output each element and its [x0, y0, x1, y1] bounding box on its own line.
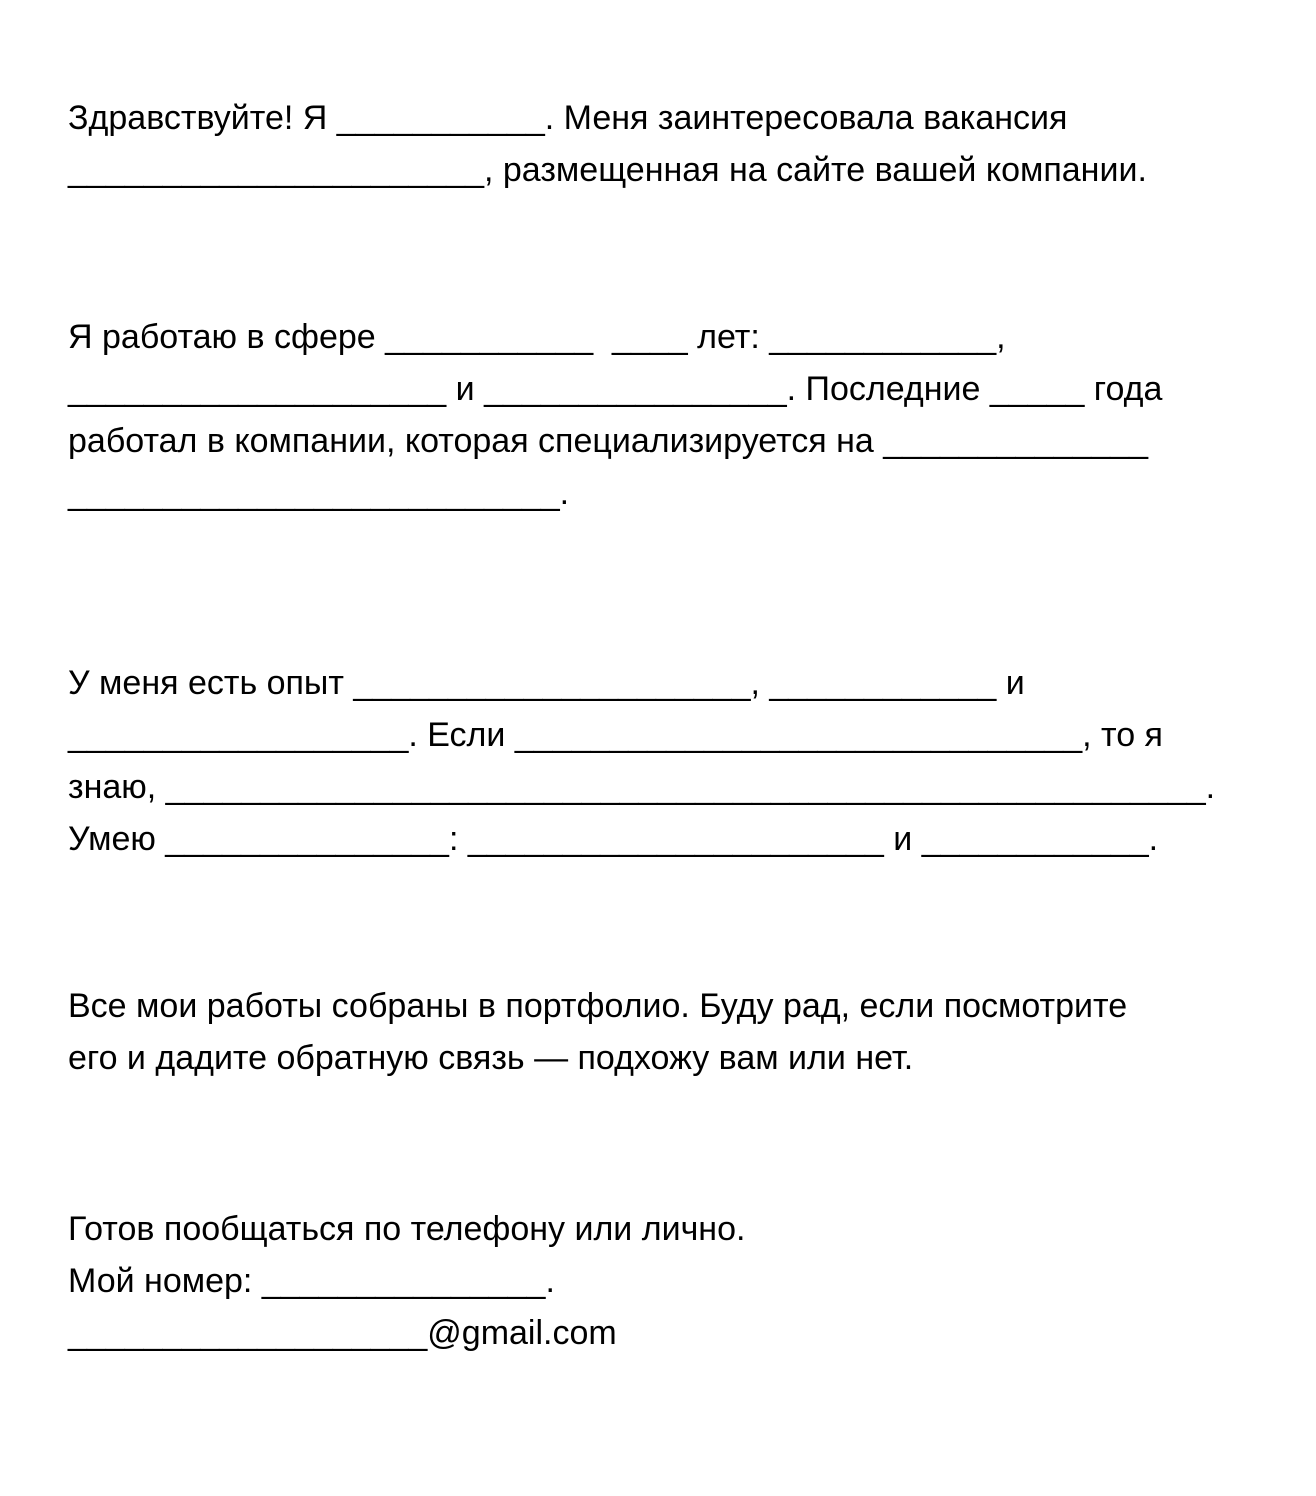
contacts-line-1: Готов пообщаться по телефону или лично. [68, 1210, 746, 1248]
contacts-email-line: ___________________@gmail.com [68, 1314, 617, 1352]
skills-line-2: __________________. Если ______________________________, то я [68, 716, 1163, 754]
skills-line-3: знаю, _______________________________________________________. [68, 768, 1216, 806]
contacts-phone-line: Мой номер: _______________. [68, 1262, 555, 1300]
skills-line-4: Умею _______________: ______________________ и ____________. [68, 820, 1159, 858]
greeting-line-1: Здравствуйте! Я ___________. Меня заинтересовала вакансия [68, 99, 1068, 137]
portfolio-line-2: его и дадите обратную связь — подхожу вам или нет. [68, 1039, 914, 1077]
greeting-line-2: ______________________, размещенная на сайте вашей компании. [68, 151, 1147, 189]
experience-line-4: __________________________. [68, 474, 570, 512]
experience-line-1: Я работаю в сфере ___________ ____ лет: ____________, [68, 318, 1006, 356]
experience-line-2: ____________________ и ________________. Последние _____ года [68, 370, 1163, 408]
portfolio-line-1: Все мои работы собраны в портфолио. Буду рад, если посмотрите [68, 987, 1128, 1025]
experience-line-3: работал в компании, которая специализируется на ______________ [68, 422, 1148, 460]
skills-line-1: У меня есть опыт _____________________, ____________ и [68, 664, 1025, 702]
